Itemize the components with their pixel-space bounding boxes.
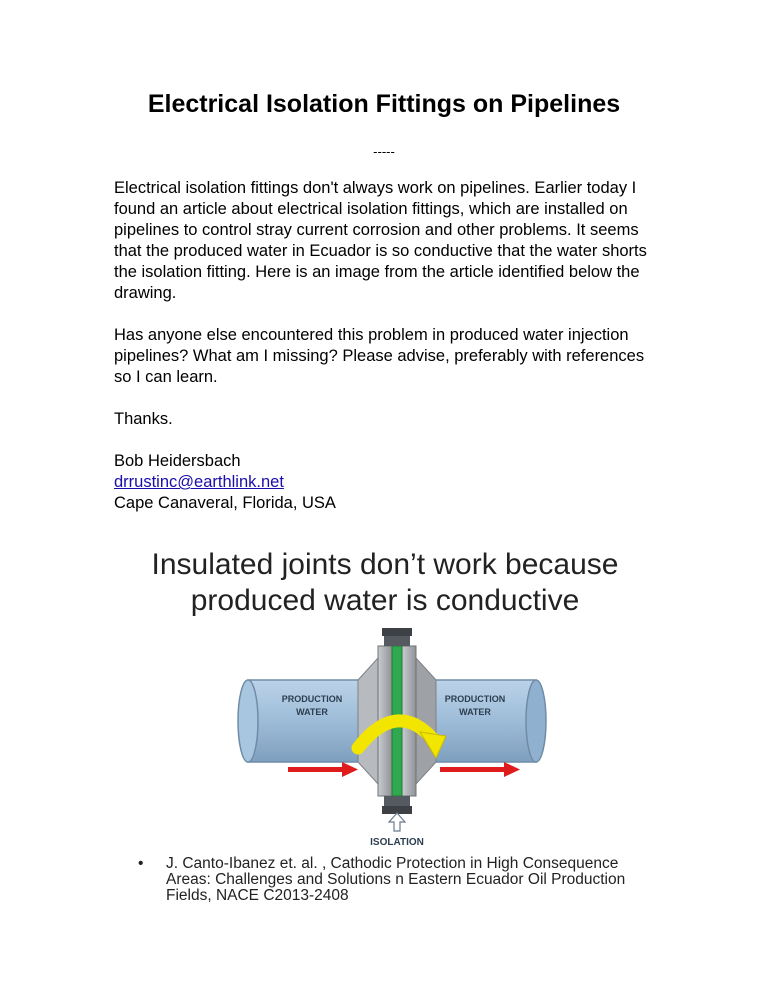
author-location: Cape Canaveral, Florida, USA	[114, 494, 336, 512]
bolt-top	[384, 636, 410, 646]
bullet: •	[138, 855, 144, 872]
figure-title-line-2: produced water is conductive	[190, 584, 580, 617]
body-text	[114, 178, 654, 514]
right-label-line-2: WATER	[459, 707, 491, 717]
flow-arrow-right-icon	[440, 762, 520, 777]
closing-text: Thanks.	[114, 410, 173, 428]
flow-arrow-left-icon	[288, 762, 358, 777]
bolt-bottom	[384, 796, 410, 806]
paragraph-intro: Electrical isolation fittings don't always work on pipelines. Earlier today I found an article about electrical isolation fittings, which are installed on pipelines to control stray current corrosion and other problems. It seems that the produced water in Ecuador is so conductive that the water shorts the isolation fitting. Here is an image from the article identified below the drawing.	[114, 179, 647, 302]
author-name: Bob Heidersbach	[114, 452, 241, 470]
pipeline-diagram	[120, 540, 660, 856]
citation-text: J. Canto-Ibanez et. al. , Cathodic Protection in High Consequence Areas: Challenges and Solutions n Eastern Ecuador Oil Production Fields, NACE C2013-2408	[166, 855, 626, 904]
isolation-label: ISOLATION	[370, 837, 424, 848]
figure-title-line-1: Insulated joints don’t work because	[151, 548, 619, 581]
right-label-line-1: PRODUCTION	[444, 694, 506, 704]
email-link[interactable]: drrustinc@earthlink.net	[114, 473, 284, 491]
isolation-arrow-icon	[389, 813, 405, 831]
page-title: Electrical Isolation Fittings on Pipelines	[147, 90, 621, 118]
left-label-line-1: PRODUCTION	[281, 694, 343, 704]
paragraph-question: Has anyone else encountered this problem in produced water injection pipelines? What am I missing? Please advise, preferably with references so I can learn.	[114, 326, 645, 386]
separator: -----	[373, 144, 395, 159]
figure	[120, 540, 660, 920]
left-label-line-2: WATER	[296, 707, 328, 717]
